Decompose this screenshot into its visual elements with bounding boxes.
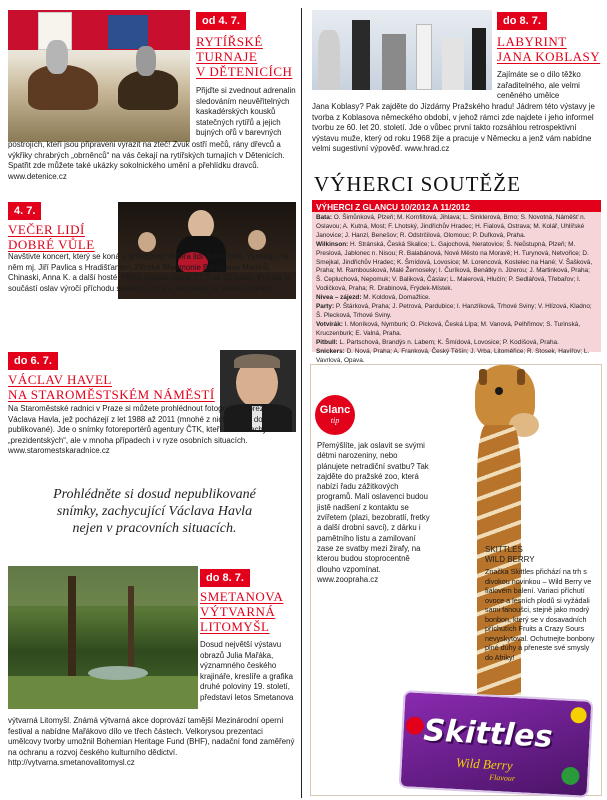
pack-sub: Flavour <box>489 772 516 784</box>
article-url[interactable]: www.staromestskaradnice.cz <box>8 446 110 456</box>
winners-subtitle: VÝHERCI Z GLANCU 10/2012 A 11/2012 <box>312 200 601 214</box>
article-text: Na Staroměstské radnici v Praze si můžete prohlédnout fotografie exprezidenta Václava Havla, jež pocházejí z let 1988 až 2011 (mnohé z nich nebyly dosud publikované). Jde o snímky fotoreportérů agentury ČTK, kteří Havla zachytili v „prezidentských“, ale v mnoha případech i v ryze osobních situacích. www.staromestskaradnice.cz <box>8 404 286 456</box>
date-tag: do 8. 7. <box>497 12 547 30</box>
pack-flavor: Wild Berry <box>455 754 513 773</box>
skittles-pack <box>399 690 594 798</box>
promo-text: Přemýšlíte, jak oslavit se svými détmi narozeniny, nebo plánujete netradiční svatbu? Tak zajděte do pražské zoo, která nabízí řadu zážitkových programů. Malí oslavenci budou jistě nadšení z kontaktu se zvířetem (plazi, bezobratlí, fretky a další drobní savci), z dárku i pamětního listu a zamilovaní zase ze svatby mezi žirafy, na kterou budou stoprocentně dlouho vzpomínat. www.zoopraha.cz <box>317 441 430 584</box>
winners-group: Nivea – zájezd: M. Koldová, Domažlice. <box>316 294 431 302</box>
winners-group: Pitbull: L. Partschová, Brandýs n. Labem; K. Šmídová, Lovosice; P. Kodíšová, Praha. <box>316 338 559 346</box>
promo-box <box>310 364 602 796</box>
article-title: RYTÍŘSKÉ TURNAJE V DĚTENICÍCH <box>196 34 293 79</box>
article-title: LABYRINT JANA KOBLASY <box>497 34 601 64</box>
promo-url[interactable]: www.zoopraha.cz <box>317 574 379 584</box>
article-text: Navštivte koncert, který se koná u příležitosti Večera lidí dobré vůle. Vystoupí na něm mj. Jiří Pavlica s Hradišťanem, Zlínská filharmonie Bohuslava Martinů, Chinaski, Anna K. a další hosté. Přímý přenos vysílá ČT 2 ve 20 hodin. Projekt je součástí oslav výročí příchodu svatého Cyrila a Metoděje na Velkou Moravu. <box>8 252 291 293</box>
winners-group: Party: P. Štárková, Praha; J. Petrová, Pardubice; I. Hanzlíková, Trhové Sviny; V. Hlízová, Kladno; Š. Plecková, Trhové Sviny. <box>316 303 592 319</box>
article-text: Přijďte si zvednout adrenalin sledováním neuvěřitelných kaskadérských kousků statečných rytířů a jejich bujných ořů v barevných <box>196 86 296 138</box>
skittles-title: SKITTLES WILD BERRY <box>485 545 535 564</box>
winners-group: Snickers: D. Nová, Praha; A. Franková, Český Těšín; J. Vrba, Litoměřice; R. Stosek, Havířov; L. Vavrlová, Opava. <box>316 347 590 364</box>
column-divider <box>301 8 302 798</box>
article-text: výtvarná Litomyšl. Známá výtvarná akce doprovází tamější Mezinárodní operní festival a nabídne Mařákovo dílo ve třech částech. Velkorysou prezentaci umělcovy tvorby umožnil Bohemian Heritage Fund (BHF), nadační fond zaměřený na ochranu a rozvoj českého kulturního dědictví. http://vytvarna.smetanovalitomysl.cz <box>8 716 295 768</box>
date-tag: od 4. 7. <box>196 12 246 30</box>
article-url[interactable]: www.detenice.cz <box>8 171 67 181</box>
article-url[interactable]: http://vytvarna.smetanovalitomysl.cz <box>8 758 135 768</box>
article-url[interactable]: www.hrad.cz <box>404 144 450 154</box>
article-title: SMETANOVA VÝTVARNÁ LITOMYŠL <box>200 589 284 634</box>
date-tag: 4. 7. <box>8 202 41 220</box>
winners-group: Bata: O. Šimůnková, Plzeň; M. Kornfiltová, Jihlava; L. Sinklerová, Brno; S. Novotná, Náměšť n. Oslavou; A. Kutná, Most; F. Lhotský, Jindřichův Hradec; H. Fialová, Ostrava; M. Kolář, Uhlířské Janovice; J. Hanzl, Benešov; R. Odstrčilová, Olomouc; P. Dufková, Praha. <box>316 214 586 239</box>
date-tag: do 8. 7. <box>200 569 250 587</box>
winners-group: Votvírák: I. Moníková, Nymburk; O. Picková, Česká Lípa; M. Vanová, Pelhřimov; S. Turinská, Kruczenburk; E. Valná, Praha. <box>316 320 581 337</box>
landscape-painting <box>8 566 198 709</box>
knights-photo <box>8 10 190 142</box>
winners-title: VÝHERCI SOUTĚŽE <box>314 172 521 196</box>
glanc-tip-badge: Glanc tip <box>315 395 355 435</box>
winners-group: Wilkinson: H. Stránská, Česká Skalice; L. Gajochová, Neratovice; Š. Neůstupná, Plzeň; M. Preslová, Jablonec n. Nisou; R. Balabánová, Nové Město na Moravě; H. Turynová, Netvořice; D. Smejkal, Jindřichův Hradec; K. Šmídová, Lovosice; M. Lorencová, Kostelec na Hané; V. Šašková, Praha; M. Rambousková, Malé Žernoseky; I. Čuríková, Benátky n. Jizerou; J. Martinková, Praha; Š. Cepluchová, Nepomuk; V. Baliková, Čáslav; L. Maierová, Hlučín; P. Sedlářová, Třebařov; I. Vodičková, Praha; R. Drabinová, Frýdek-Místek. <box>316 240 593 293</box>
article-text: postrojích, kteří jsou připraveni vyrazit na zteč! Zvuk ostří mečů, rány dřevců a výkřiky chrabrých „obrněnců“ na vás čekají na rytířských turnajích v Dětenicích. Spatřit zde můžete také ukázky sokolnického umění a přehlídku dravců. www.detenice.cz <box>8 140 285 181</box>
koblasa-sculptures-photo <box>312 10 492 90</box>
article-title: VEČER LIDÍ DOBRÉ VŮLE <box>8 222 95 252</box>
article-text: Jana Koblasy? Pak zajděte do Jízdárny Pražského hradu! Jádrem této výstavy je tvorba z Koblasova německého období, v jehož rámci zde najdete i jeho informel tvorbu ze 60. let 20. století. Jde o vůbec první takto rozsáhlou retrospektivní výstavu muže, který od roku 1968 žije a pracuje v Německu a jenž vám nabídne velmi sugestivní výpověď. www.hrad.cz <box>312 102 595 154</box>
skittles-text: Značka Skittles přichází na trh s divokou novinkou – Wild Berry ve fialovém balení. Variaci příchutí ovoce a lesních plodů si vyžádali sami fanoušci, stejně jako modrý bonbon, který se v dosavadních příchutích Fruits a Crazy Sours nevyskytoval. Ochutnejte bonbony plné duhy a přeneste své smysly do Afriky! <box>485 567 595 662</box>
article-title: VÁCLAV HAVEL NA STAROMĚSTSKÉM NÁMĚSTÍ <box>8 372 215 402</box>
winners-list <box>312 212 601 364</box>
date-tag: do 6. 7. <box>8 352 58 370</box>
article-text: Zajímáte se o dílo těžko zařaditelného, ale velmi ceněného umělce <box>497 70 581 101</box>
article-text: Dosud největší výstavu obrazů Julia Mařáka, významného českého krajináře, kreslíře a grafika druhé poloviny 19. století, představí letos Smetanova <box>200 640 294 702</box>
pack-brand: Skittles <box>422 713 554 755</box>
pull-quote: Prohlédněte si dosud nepublikované snímky, zachycující Václava Havla nejen v pracovních situacích. <box>53 487 256 536</box>
